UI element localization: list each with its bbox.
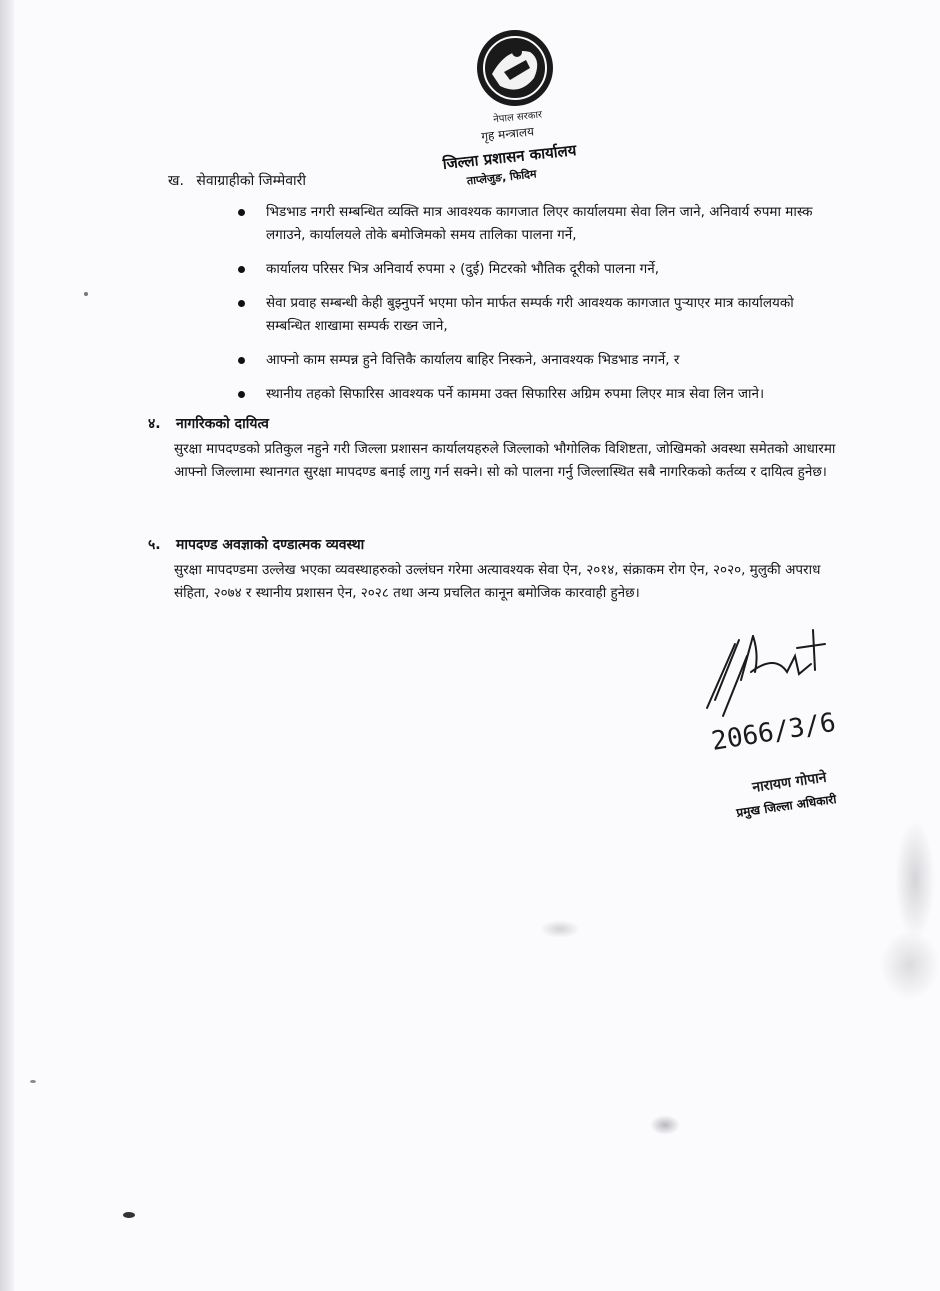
responsibilities-heading [168, 171, 306, 190]
scan-edge-shadow [0, 0, 14, 1291]
signature-designation: प्रमुख जिल्ला अधिकारी [735, 792, 838, 820]
bullet-icon [238, 357, 245, 364]
list-item-text: आफ्नो काम सम्पन्न हुने वित्तिकै कार्यालय बाहिर निस्कने, अनावश्यक भिडभाड नगर्ने, र [266, 352, 680, 368]
name-stamp [734, 769, 838, 822]
bullet-icon [238, 300, 245, 307]
section-4-heading [148, 414, 838, 433]
responsibilities-list [238, 201, 823, 417]
list-item-text: कार्यालय परिसर भित्र अनिवार्य रुपमा २ (दुई) मिटरको भौतिक दूरीको पालना गर्ने, [266, 261, 659, 277]
section-4-body: सुरक्षा मापदण्डको प्रतिकुल नहुने गरी जिल्ला प्रशासन कार्यालयहरुले जिल्लाको भौगोलिक विशिष्टता, जोखिमको अवस्था समेतको आधारमा आफ्नो जिल्लामा स्थानगत सुरक्षा मापदण्ड बनाई लागु गर्न सक्ने। सो को पालना गर्नु जिल्लास्थित सबै नागरिकको कर्तव्य र दायित्व हुनेछ। [174, 441, 836, 480]
bullet-icon [238, 391, 245, 398]
section-5-body: सुरक्षा मापदण्डमा उल्लेख भएका व्यवस्थाहरुको उल्लंघन गरेमा अत्यावश्यक सेवा ऐन, २०१४, संक्राकम रोग ऐन, २०२०, मुलुकी अपराध संहिता, २०७४ र स्थानीय प्रशासन ऐन, २०२८ तथा अन्य प्रचलित कानून बमोजिक कारवाही हुनेछ। [174, 562, 821, 601]
scan-speckle [123, 1212, 135, 1218]
section-5-heading [148, 535, 838, 554]
list-item [238, 292, 823, 338]
scan-speckle [880, 930, 940, 1000]
signature-block [695, 620, 895, 825]
section-5-number: ५. [148, 537, 161, 553]
responsibilities-title: सेवाग्राहीको जिम्मेवारी [196, 173, 306, 189]
list-item [238, 383, 823, 406]
seal-top-text: नेपाल सरकार [492, 109, 543, 126]
section-4-title: नागरिकको दायित्व [176, 416, 269, 432]
list-item [238, 349, 823, 372]
list-item-text: सेवा प्रवाह सम्बन्धी केही बुझ्नुपर्ने भएमा फोन मार्फत सम्पर्क गरी आवश्यक कागजात पुऱ्याएर मात्र कार्यालयको सम्बन्धित शाखामा सम्पर्क राख्न जाने, [266, 295, 794, 334]
section-citizen-duty [148, 414, 838, 484]
bullet-icon [238, 266, 245, 273]
section-penalty [148, 535, 838, 605]
scan-speckle [895, 820, 935, 940]
scan-speckle [540, 920, 580, 938]
office-seal [420, 22, 595, 192]
seal-office: जिल्ला प्रशासन कार्यालय [441, 141, 578, 173]
signature-name: नारायण गोपाने [751, 769, 828, 796]
list-item [238, 258, 823, 281]
list-item [238, 201, 823, 247]
scan-speckle [650, 1115, 680, 1135]
list-item-text: भिडभाड नगरी सम्बन्धित व्यक्ति मात्र आवश्यक कागजात लिएर कार्यालयमा सेवा लिन जाने, अनिवार्य रुपमा मास्क लगाउने, कार्यालयले तोके बमोजिमको समय तालिका पालना गर्ने, [266, 204, 813, 243]
section-4-number: ४. [148, 416, 161, 432]
signature-date: 2066/3/6 [709, 707, 838, 757]
section-5-title: मापदण्ड अवज्ञाको दण्डात्मक व्यवस्था [176, 537, 365, 553]
scan-speckle [30, 1080, 36, 1083]
responsibilities-number: ख. [168, 173, 184, 189]
scan-speckle [84, 292, 88, 296]
bullet-icon [238, 209, 245, 216]
signature-scrawl [707, 630, 825, 716]
seal-ministry: गृह मन्त्रालय [480, 124, 535, 144]
list-item-text: स्थानीय तहको सिफारिस आवश्यक पर्ने काममा उक्त सिफारिस अग्रिम रुपमा लिएर मात्र सेवा लिन जाने। [266, 386, 765, 402]
seal-location: ताप्लेजुङ, फिदिम [466, 167, 538, 188]
